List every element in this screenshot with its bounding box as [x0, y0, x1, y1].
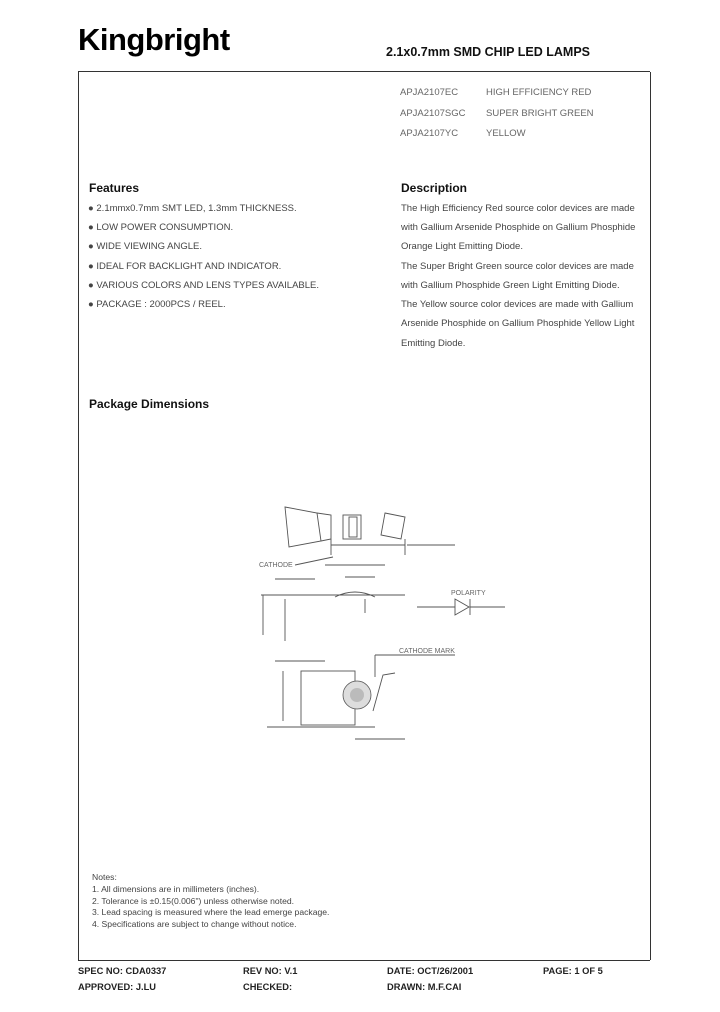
document-date: DATE: OCT/26/2001: [387, 966, 474, 976]
company-logo: Kingbright: [78, 22, 230, 57]
feature-item: ● 2.1mmx0.7mm SMT LED, 1.3mm THICKNESS.: [88, 203, 297, 214]
feature-item: ● IDEAL FOR BACKLIGHT AND INDICATOR.: [88, 261, 282, 272]
approved-by: APPROVED: J.LU: [78, 982, 157, 992]
note-item: 1. All dimensions are in millimeters (inches).: [92, 884, 260, 894]
description-heading: Description: [401, 181, 468, 195]
feature-item: ● LOW POWER CONSUMPTION.: [88, 222, 234, 233]
package-dimension-drawing: [255, 495, 525, 755]
features-heading: Features: [89, 181, 140, 195]
checked-by: CHECKED:: [243, 982, 293, 992]
frame-top-line: [78, 71, 650, 72]
page-number: PAGE: 1 OF 5: [543, 966, 603, 976]
note-item: 2. Tolerance is ±0.15(0.006") unless otherwise noted.: [92, 896, 295, 906]
feature-item: ● PACKAGE : 2000PCS / REEL.: [88, 299, 226, 310]
part-number: APJA2107SGC: [400, 108, 466, 119]
polarity-diode-symbol: [417, 599, 505, 615]
part-row: [400, 128, 526, 139]
feature-item: ● WIDE VIEWING ANGLE.: [88, 241, 202, 252]
part-number: APJA2107YC: [400, 128, 459, 139]
description-line: with Gallium Phosphide Green Light Emitting Diode.: [401, 280, 620, 291]
polarity-label: POLARITY: [451, 590, 486, 597]
part-color: HIGH EFFICIENCY RED: [486, 87, 592, 98]
description-line: with Gallium Arsenide Phosphide on Gallium Phosphide: [401, 222, 636, 233]
document-title: 2.1x0.7mm SMD CHIP LED LAMPS: [386, 45, 590, 59]
part-color: YELLOW: [486, 128, 526, 139]
part-row: [400, 87, 591, 98]
part-number: APJA2107EC: [400, 87, 459, 98]
note-item: 3. Lead spacing is measured where the lead emerge package.: [92, 907, 330, 917]
part-color: SUPER BRIGHT GREEN: [486, 108, 594, 119]
description-line: Arsenide Phosphide on Gallium Phosphide Yellow Light: [401, 318, 635, 329]
package-dimensions-heading: Package Dimensions: [89, 397, 210, 411]
top-view-outline: [285, 507, 455, 555]
description-line: Orange Light Emitting Diode.: [401, 241, 523, 252]
notes-heading: Notes:: [92, 872, 117, 882]
description-line: Emitting Diode.: [401, 338, 466, 349]
frame-left-line: [78, 72, 79, 960]
drawn-by: DRAWN: M.F.CAI: [387, 982, 462, 992]
revision-number: REV NO: V.1: [243, 966, 298, 976]
description-line: The Super Bright Green source color devices are made: [401, 261, 634, 272]
feature-item: ● VARIOUS COLORS AND LENS TYPES AVAILABLE.: [88, 280, 320, 291]
cathode-mark-label: CATHODE MARK: [399, 648, 455, 655]
frame-bottom-line: [78, 960, 650, 961]
cathode-label: CATHODE: [259, 562, 293, 569]
side-view-outline: [261, 592, 405, 641]
spec-number: SPEC NO: CDA0337: [78, 966, 167, 976]
part-row: [400, 108, 594, 119]
description-line: The High Efficiency Red source color devices are made: [401, 203, 635, 214]
note-item: 4. Specifications are subject to change without notice.: [92, 919, 297, 929]
bottom-view-outline: [267, 655, 455, 739]
description-line: The Yellow source color devices are made with Gallium: [401, 299, 634, 310]
